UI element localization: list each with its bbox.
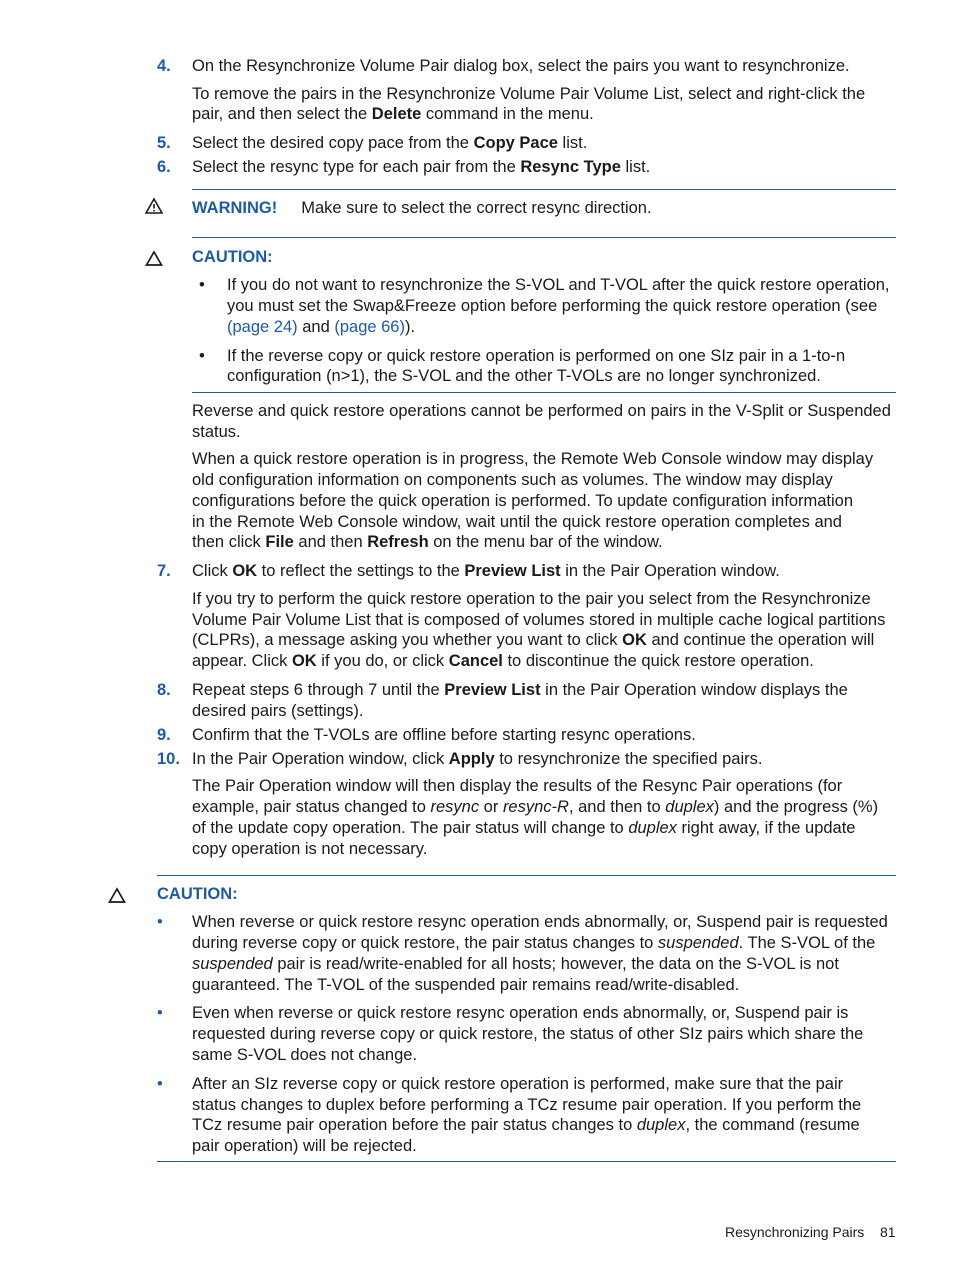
bullet: • <box>199 276 205 294</box>
list-item: If the reverse copy or quick restore operation is performed on one SIz pair in a 1-to-n <box>227 347 846 365</box>
list-item: pair operation) will be rejected. <box>192 1137 417 1155</box>
step-number: 4. <box>157 57 171 75</box>
list-item: during reverse copy or quick restore, the pair status changes to suspended. The S-VOL of the <box>192 934 876 952</box>
list-item: same S-VOL does not change. <box>192 1046 418 1064</box>
warning-label: WARNING! <box>192 199 278 217</box>
step-text: Click OK to reflect the settings to the Preview List in the Pair Operation window. <box>192 562 780 580</box>
step-text: In the Pair Operation window, click Apply to resynchronize the specified pairs. <box>192 750 763 768</box>
paragraph-line: When a quick restore operation is in progress, the Remote Web Console window may display <box>192 450 874 468</box>
paragraph-line: Volume Pair Volume List that is composed of volumes stored in multiple cache logical partitions <box>192 611 886 629</box>
list-item: guaranteed. The T-VOL of the suspended pair remains read/write-disabled. <box>192 976 740 994</box>
list-item: (page 24) and (page 66)). <box>227 318 416 336</box>
list-item: After an SIz reverse copy or quick restore operation is performed, make sure that the pair <box>192 1075 844 1093</box>
list-item: When reverse or quick restore resync operation ends abnormally, or, Suspend pair is requested <box>192 913 888 931</box>
paragraph-line: copy operation is not necessary. <box>192 840 428 858</box>
divider <box>192 392 896 393</box>
list-item: If you do not want to resynchronize the S-VOL and T-VOL after the quick restore operation, <box>227 276 890 294</box>
step-text: Repeat steps 6 through 7 until the Preview List in the Pair Operation window displays the <box>192 681 848 699</box>
paragraph-line: configurations before the quick operation is performed. To update configuration information <box>192 492 854 510</box>
warning-text: Make sure to select the correct resync direction. <box>301 199 652 217</box>
page-link[interactable]: (page 24) <box>227 318 298 336</box>
caution-triangle-icon <box>145 249 163 267</box>
caution-label: CAUTION: <box>157 885 238 903</box>
list-item: Even when reverse or quick restore resync operation ends abnormally, or, Suspend pair is <box>192 1004 849 1022</box>
paragraph-line: status. <box>192 423 241 441</box>
paragraph-line: Reverse and quick restore operations cannot be performed on pairs in the V-Split or Suspended <box>192 402 891 420</box>
list-item: configuration (n>1), the S-VOL and the other T-VOLs are no longer synchronized. <box>227 367 821 385</box>
divider <box>192 189 896 190</box>
paragraph-line: old configuration information on components such as volumes. The window may display <box>192 471 833 489</box>
step-number: 8. <box>157 681 171 699</box>
step-number: 10. <box>157 750 180 768</box>
step-number: 9. <box>157 726 171 744</box>
step-text: On the Resynchronize Volume Pair dialog box, select the pairs you want to resynchronize. <box>192 57 850 75</box>
divider <box>157 875 896 876</box>
step-text: Confirm that the T-VOLs are offline before starting resync operations. <box>192 726 696 744</box>
caution-label: CAUTION: <box>192 248 273 266</box>
divider <box>192 237 896 238</box>
paragraph-line: then click File and then Refresh on the menu bar of the window. <box>192 533 663 551</box>
paragraph-line: example, pair status changed to resync or resync-R, and then to duplex) and the progress (%) <box>192 798 879 816</box>
bullet: • <box>157 1075 163 1093</box>
list-item: TCz resume pair operation before the pair status changes to duplex, the command (resume <box>192 1116 860 1134</box>
warning-note <box>192 198 652 218</box>
step-number: 6. <box>157 158 171 176</box>
list-item: you must set the Swap&Freeze option before performing the quick restore operation (see <box>227 297 878 315</box>
list-item: requested during reverse copy or quick restore, the status of other SIz pairs which share the <box>192 1025 864 1043</box>
paragraph-line: The Pair Operation window will then display the results of the Resync Pair operations (for <box>192 777 843 795</box>
step-number: 7. <box>157 562 171 580</box>
paragraph-line: pair, and then select the Delete command in the menu. <box>192 105 594 123</box>
paragraph-line: To remove the pairs in the Resynchronize Volume Pair Volume List, select and right-click the <box>192 85 866 103</box>
step-text: Select the desired copy pace from the Copy Pace list. <box>192 134 588 152</box>
bullet: • <box>199 347 205 365</box>
warning-triangle-icon <box>145 197 163 215</box>
page-number: 81 <box>880 1224 896 1240</box>
page-link[interactable]: (page 66) <box>334 318 405 336</box>
paragraph-line: If you try to perform the quick restore operation to the pair you select from the Resynchronize <box>192 590 871 608</box>
paragraph-line: (CLPRs), a message asking you whether you want to click OK and continue the operation will <box>192 631 875 649</box>
paragraph-line: of the update copy operation. The pair status will change to duplex right away, if the update <box>192 819 856 837</box>
divider <box>157 1161 896 1162</box>
list-item: status changes to duplex before performing a TCz resume pair operation. If you perform the <box>192 1096 862 1114</box>
footer-section-title: Resynchronizing Pairs <box>725 1224 865 1240</box>
bullet: • <box>157 1004 163 1022</box>
bullet: • <box>157 913 163 931</box>
step-text: desired pairs (settings). <box>192 702 364 720</box>
paragraph-line: appear. Click OK if you do, or click Cancel to discontinue the quick restore operation. <box>192 652 814 670</box>
caution-triangle-icon <box>108 886 126 904</box>
step-text: Select the resync type for each pair from the Resync Type list. <box>192 158 651 176</box>
paragraph-line: in the Remote Web Console window, wait until the quick restore operation completes and <box>192 513 842 531</box>
list-item: suspended pair is read/write-enabled for all hosts; however, the data on the S-VOL is not <box>192 955 839 973</box>
step-number: 5. <box>157 134 171 152</box>
